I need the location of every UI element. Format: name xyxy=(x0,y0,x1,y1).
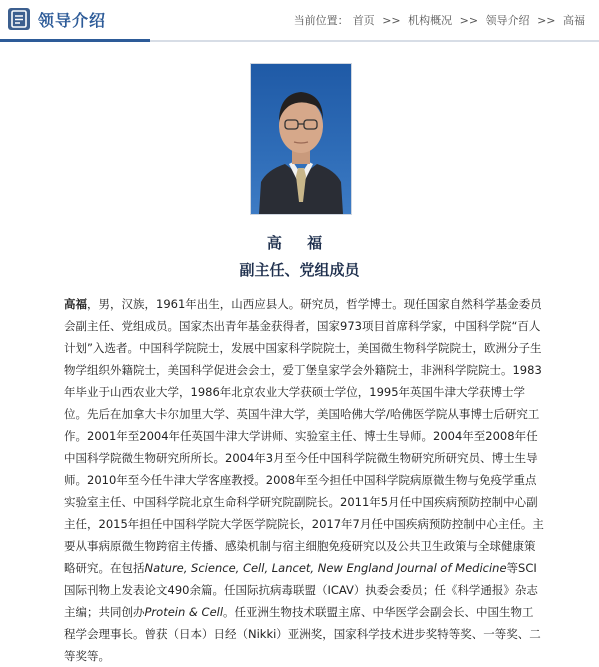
biography-segment: 等SCI国际刊物上发表论文490余篇。任国际抗病毒联盟（ICAV）执委会委员；任《科学通报》杂志主编；共同创办 xyxy=(64,561,538,619)
breadcrumb-separator: >> xyxy=(537,14,556,27)
biography-segment: ，男，汉族，1961年出生，山西应县人。研究员，哲学博士。现任国家自然科学基金委员会副主任、党组成员。国家杰出青年基金获得者，国家973项目首席科学家，中国科学院“百人计划”入选者。中国科学院院士，发展中国家科学院院士，美国微生物科学院院士，欧洲分子生物学组织外籍院士，美国科学促进会会士，爱丁堡皇家学会外籍院士，非洲科学院院士。1983年毕业于山西农业大学，1986年北京农业大学获硕士学位，1995年英国牛津大学获博士学位。先后在加拿大卡尔加里大学、英国牛津大学，美国哈佛大学/哈佛医学院从事博士后研究工作。2001年至2004年任英国牛津大学讲师、实验室主任、博士生导师。2004年至2008年任中国科学院微生物研究所所长。2004年3月至今任中国科学院微生物研究所研究员、博士生导师。2010年至今任牛津大学客座教授。2008年至今担任中国科学院病原微生物与免疫学重点实验室主任、中国科学院北京生命科学研究院副院长。2011年5月任中国疾病预防控制中心副主任，2015年担任中国科学院大学医学院院长，2017年7月任中国疾病预防控制中心主任。主要从事病原微生物跨宿主传播、感染机制与宿主细胞免疫研究以及公共卫生政策与全球健康策略研究。在包括 xyxy=(64,297,544,575)
breadcrumb-prefix: 当前位置： xyxy=(293,14,349,27)
breadcrumb-home[interactable]: 首页 xyxy=(352,14,375,27)
biography-segment: 。任亚洲生物技术联盟主席、中华医学会副会长、中国生物工程学会理事长。曾获（日本）日经（Nikki）亚洲奖，国家科学技术进步奖特等奖、一等奖、二等奖等。 xyxy=(64,605,541,663)
breadcrumb-separator: >> xyxy=(382,14,401,27)
breadcrumb-leaders[interactable]: 领导介绍 xyxy=(485,14,530,27)
biography-lead-name: 高福 xyxy=(64,297,87,311)
breadcrumb-current: 高福 xyxy=(563,14,585,27)
journal-name: Protein & Cell xyxy=(144,605,224,619)
section-title: 领导介绍 xyxy=(38,11,107,30)
page-header xyxy=(0,0,599,42)
portrait-photo xyxy=(250,63,352,215)
journal-list: Nature, Science, Cell, Lancet, New England Journal of Medicine xyxy=(144,561,507,575)
document-list-icon xyxy=(8,8,30,30)
portrait-illustration xyxy=(251,64,351,214)
breadcrumb-org-overview[interactable]: 机构概况 xyxy=(408,14,453,27)
breadcrumb-separator: >> xyxy=(459,14,479,27)
header-accent-bar xyxy=(0,39,150,42)
profile-position: 副主任、党组成员 xyxy=(239,261,360,279)
profile-name: 高 福 xyxy=(266,234,333,252)
biography-text xyxy=(64,293,544,667)
breadcrumb xyxy=(292,12,587,28)
